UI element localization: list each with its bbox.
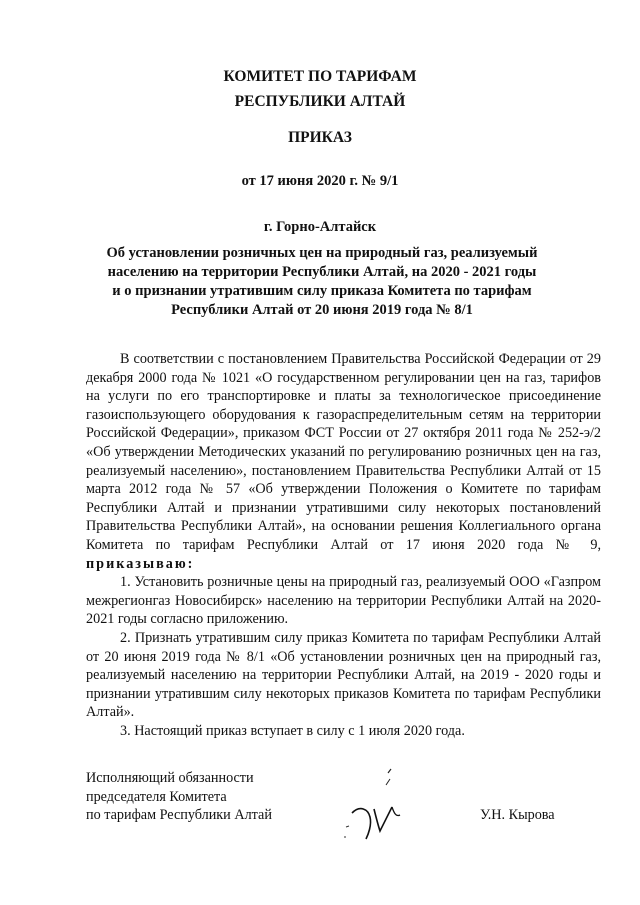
position-line: председателя Комитета: [86, 788, 227, 805]
signatory-position: [86, 769, 272, 825]
order-item-1: 1. Установить розничные цены на природный газ, реализуемый ООО «Газпром межрегионгаз Новосибирск» населению на территории Республики Алтай на 2020-2021 годы согласно приложению.: [86, 574, 601, 628]
title-line: и о признании утратившим силу приказа Комитета по тарифам: [112, 283, 532, 299]
org-name-line2: РЕСПУБЛИКИ АЛТАЙ: [234, 93, 406, 110]
title-line: Республики Алтай от 20 июня 2019 года № 8/1: [171, 302, 473, 318]
preamble-text: В соответствии с постановлением Правительства Российской Федерации от 29 декабря 2000 года № 1021 «О государственном регулировании цен на газ, тарифов на услуги по его транспортировке и платы за технологическое присоединение газоиспользующего оборудования к газораспределительным сетям на территории Российской Федерации», приказом ФСТ России от 27 октября 2011 года № 252-э/2 «Об утверждении Методических указаний по регулированию розничных цен на газ, реализуемый населению», постановлением Правительства Республики Алтай от 15 марта 2012 года № 57 «Об утверждении Положения о Комитете по тарифам Республики Алтай и признании утратившими силу некоторых постановлений Правительства Республики Алтай», на основании решения Коллегиального органа Комитета по тарифам Республики Алтай от 17 июня 2020 года № 9,: [86, 351, 601, 553]
order-item-3: 3. Настоящий приказ вступает в силу с 1 июля 2020 года.: [120, 722, 465, 739]
signatory-name: У.Н. Кырова: [480, 807, 555, 823]
document-city: г. Горно-Алтайск: [263, 219, 377, 235]
org-name-line1: КОМИТЕТ ПО ТАРИФАМ: [223, 68, 417, 85]
position-line: по тарифам Республики Алтай: [86, 807, 272, 823]
title-line: Об установлении розничных цен на природный газ, реализуемый: [106, 245, 538, 261]
document-body: [86, 350, 601, 740]
document-type: ПРИКАЗ: [288, 129, 352, 146]
document-date-number: от 17 июня 2020 г. № 9/1: [241, 173, 399, 189]
position-line: Исполняющий обязанности: [86, 770, 254, 786]
handwritten-signature: [330, 765, 420, 845]
title-line: населению на территории Республики Алтай, на 2020 - 2021 годы: [107, 264, 537, 280]
document-title: [84, 244, 560, 320]
order-item-2: 2. Признать утратившим силу приказ Комитета по тарифам Республики Алтай от 20 июня 2019 года № 8/1 «Об установлении розничных цен на природный газ, реализуемый населению на территории Республики Алтай, на 2019 - 2020 годы и признании утратившим силу некоторых приказов Комитета по тарифам Республики Алтай».: [86, 629, 601, 721]
preamble-paragraph: [86, 350, 601, 573]
order-word: приказываю:: [86, 555, 195, 572]
